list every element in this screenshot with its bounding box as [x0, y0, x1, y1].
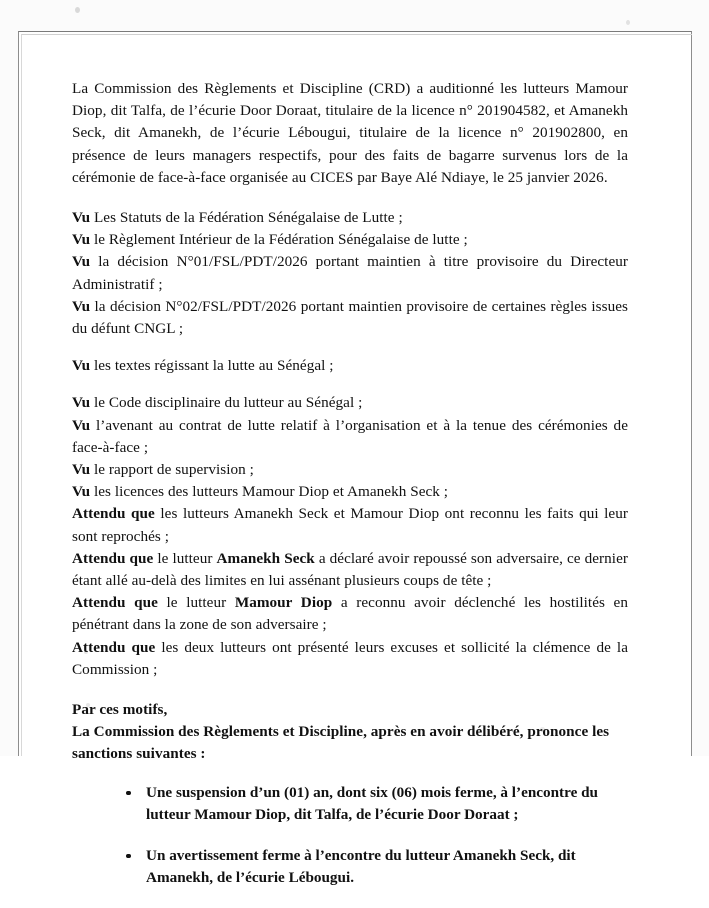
visa-label: Vu [72, 357, 91, 375]
consideration-text: les lutteurs Amanekh Seck et Mamour Diop ont reconnu les faits qui leur sont reprochés ; [72, 505, 628, 545]
visa-text: le Code disciplinaire du lutteur au Sénégal ; [90, 394, 363, 412]
intro-paragraph [72, 78, 628, 189]
visa-label: Vu [72, 483, 91, 501]
visa-line-licences [72, 481, 628, 503]
wrestler-name-mamour-diop: Mamour Diop [234, 594, 333, 612]
sanction-text: Une suspension d’un (01) an, dont six (06) mois ferme, à l’encontre du lutteur Mamour Diop, dit Talfa, de l’écurie Door Doraat ; [146, 783, 598, 824]
visa-label: Vu [72, 297, 91, 315]
visa-label: Vu [72, 461, 91, 479]
consideration-text-after: a reconnu avoir déclenché les hostilités en pénétrant dans la zone de son adversaire ; [72, 594, 628, 634]
consideration-text: les deux lutteurs ont présenté leurs excuses et sollicité la clémence de la Commission ; [72, 638, 628, 678]
list-item [126, 782, 628, 827]
bullet-icon [126, 791, 131, 796]
visa-line-decision-02 [72, 296, 628, 340]
visa-text: l’avenant au contrat de lutte relatif à l’organisation et à la tenue des cérémonies de face-à-face ; [72, 416, 628, 456]
list-item [126, 845, 628, 890]
bullet-icon [126, 854, 131, 859]
scan-artifact-speck [626, 20, 630, 25]
spacer [72, 340, 628, 355]
visa-label: Vu [72, 209, 91, 227]
intro-text: La Commission des Règlements et Discipline (CRD) a auditionné les lutteurs Mamour Diop, dit Talfa, de l’écurie Door Doraat, titulaire de la licence n° 201904582, et Amanekh Seck, dit Amanekh, de l’écurie Lébougui, titulaire de la licence n° 201902800, en présence de leurs managers respectifs, pour des faits de bagarre survenus lors de la cérémonie de face-à-face organisée au CICES par Baye Alé Ndiaye, le 25 janvier 2026. [72, 80, 628, 186]
consideration-text-before: le lutteur [153, 549, 217, 567]
visa-line-reglement-interieur [72, 229, 628, 251]
visa-line-code-disciplinaire [72, 392, 628, 414]
visa-label: Vu [72, 253, 91, 271]
consideration-text-after: a déclaré avoir repoussé son adversaire, ce dernier étant allé au-delà des limites en lui assénant plusieurs coups de tête ; [72, 549, 628, 590]
document-text-body [72, 78, 628, 908]
consideration-label: Attendu que [72, 638, 156, 656]
scan-artifact-speck [75, 7, 80, 13]
visa-text: la décision N°02/FSL/PDT/2026 portant maintien provisoire de certaines règles issues du défunt CNGL ; [72, 297, 628, 338]
spacer [72, 681, 628, 699]
visa-label: Vu [72, 231, 91, 249]
visa-text: le rapport de supervision ; [90, 461, 254, 479]
visa-line-rapport-supervision [72, 459, 628, 481]
consideration-1 [72, 503, 628, 547]
visa-line-avenant-contrat [72, 415, 628, 459]
consideration-label: Attendu que [72, 505, 155, 523]
visa-text: les licences des lutteurs Mamour Diop et Amanekh Seck ; [90, 483, 449, 501]
spacer [72, 189, 628, 207]
visa-text: les textes régissant la lutte au Sénégal ; [90, 357, 334, 375]
ruling-heading: Par ces motifs, [72, 701, 168, 719]
ruling-body: La Commission des Règlements et Discipline, après en avoir délibéré, prononce les sanctions suivantes : [72, 723, 610, 763]
consideration-2 [72, 548, 628, 592]
visa-line-statuts [72, 207, 628, 229]
visa-label: Vu [72, 394, 91, 412]
visa-line-textes-lutte [72, 355, 628, 377]
consideration-3 [72, 592, 628, 636]
consideration-label: Attendu que [72, 549, 154, 567]
sanctions-list [72, 782, 628, 890]
consideration-4 [72, 637, 628, 681]
consideration-text-before: le lutteur [157, 594, 235, 612]
consideration-label: Attendu que [72, 594, 158, 612]
visa-line-decision-01 [72, 251, 628, 295]
visa-label: Vu [72, 416, 91, 434]
visa-text: le Règlement Intérieur de la Fédération Sénégalaise de lutte ; [90, 231, 468, 249]
wrestler-name-amanekh-seck: Amanekh Seck [216, 549, 315, 567]
spacer [72, 377, 628, 392]
visa-text: Les Statuts de la Fédération Sénégalaise de Lutte ; [90, 209, 403, 227]
visa-text: la décision N°01/FSL/PDT/2026 portant maintien à titre provisoire du Directeur Administratif ; [72, 253, 628, 293]
sanction-text: Un avertissement ferme à l’encontre du lutteur Amanekh Seck, dit Amanekh, de l’écurie Lébougui. [146, 846, 576, 887]
